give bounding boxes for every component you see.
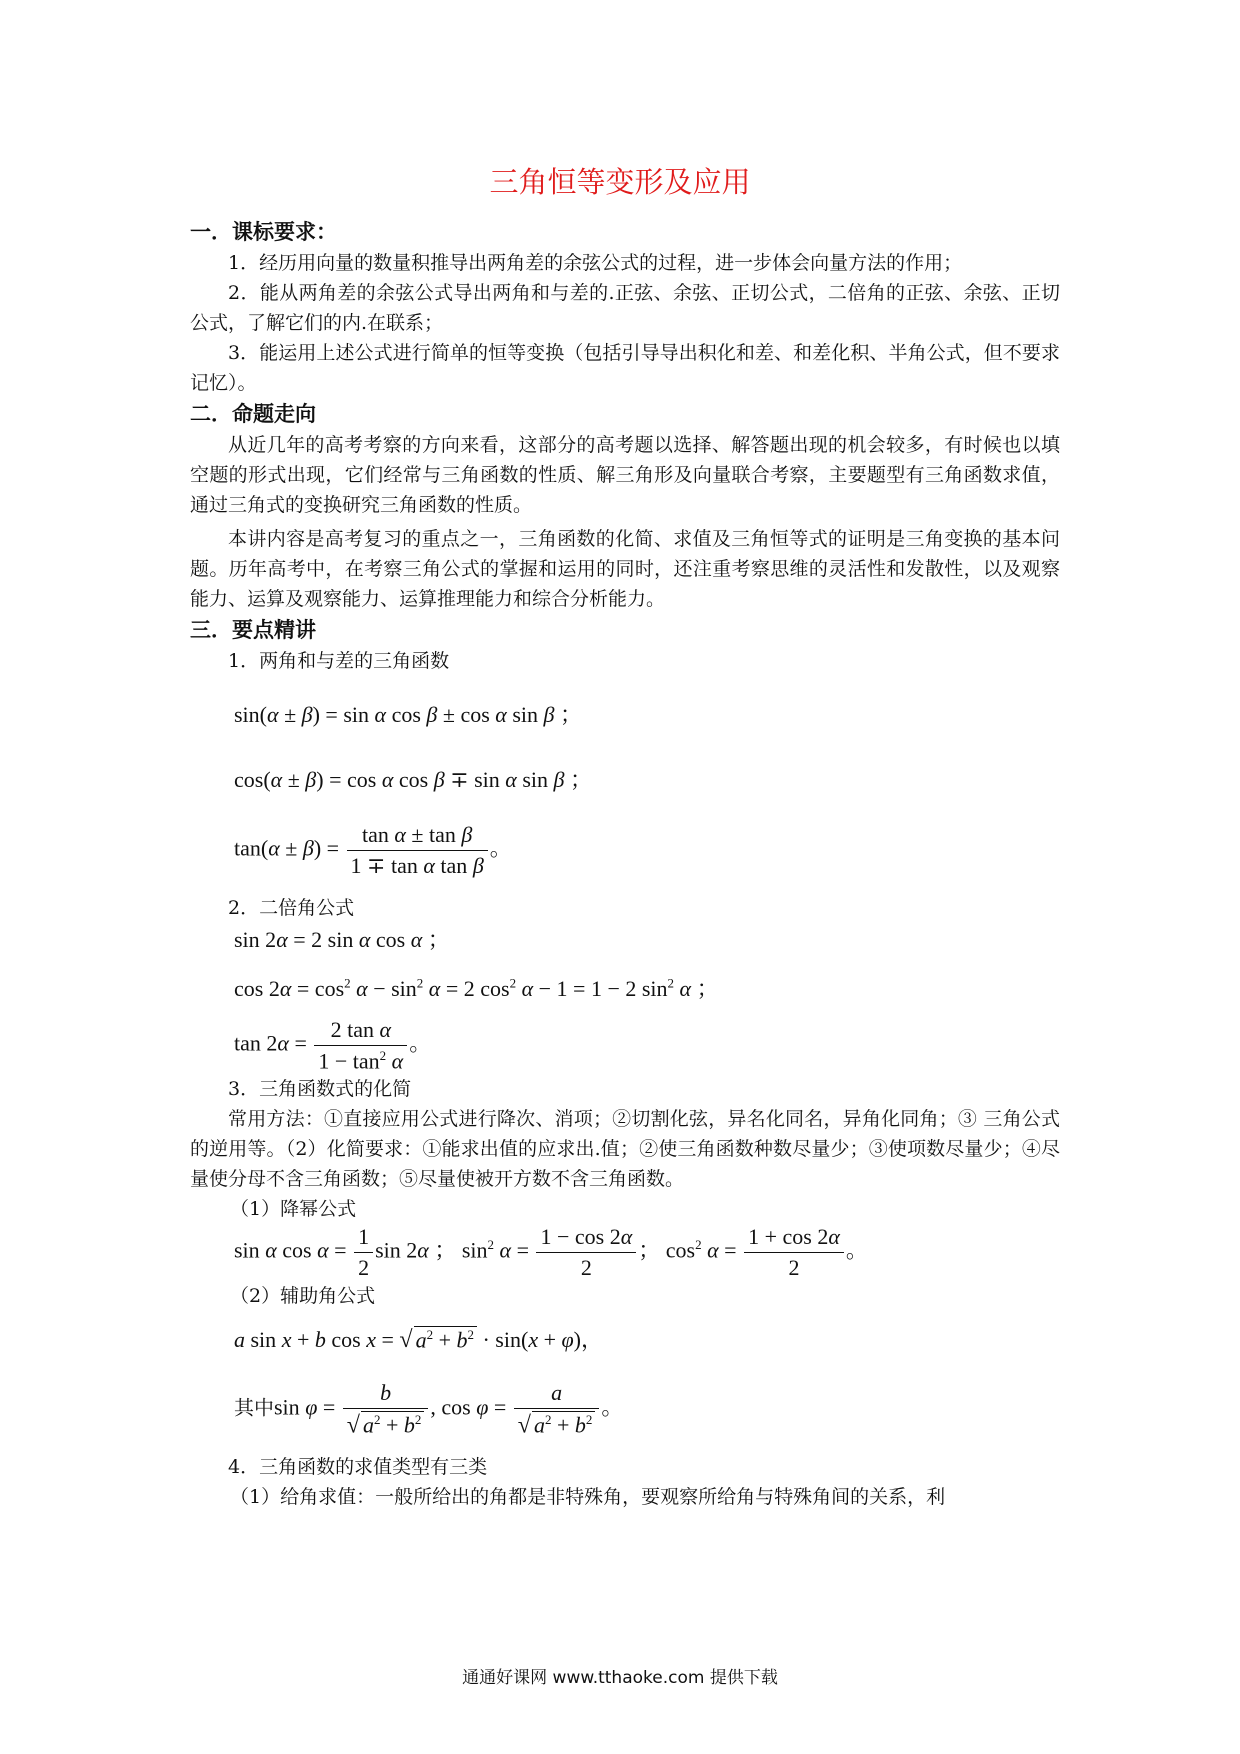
page-title: 三角恒等变形及应用	[489, 165, 751, 199]
sec2-para-2: 本讲内容是高考复习的重点之一，三角函数的化简、求值及三角恒等式的证明是三角变换的基本问题。历年高考中，在考察三角公式的掌握和运用的同时，还注重考察思维的灵活性和发散性，以及观察能力、运算及观察能力、运算推理能力和综合分析能力。	[190, 528, 1060, 610]
sec1-item-1: 1．经历用向量的数量积推导出两角差的余弦公式的过程，进一步体会向量方法的作用；	[228, 252, 963, 274]
where-label: 其中	[234, 1396, 274, 1421]
sub-1-title: （1）降幂公式	[230, 1198, 357, 1221]
formula-power-reduction: sin α cos α = $\frac{1}{2}$ sin 2α ； $\sin^2 \alpha$ = $\frac{1 - \cos 2\alpha}{2}$ ； $\cos^2 \alpha$ = $\frac{1 + \cos 2\alpha}{2}$ 。	[234, 1224, 868, 1281]
topic-4-text: （1）给角求值：一般所给出的角都是非特殊角，要观察所给角与特殊角间的关系，利	[230, 1485, 946, 1508]
section-1-heading: 一．课标要求：	[190, 220, 337, 244]
formula-sin-sum: sin(α ± β) = sin α cos β ± cos α sin β ；	[234, 702, 583, 727]
section-3-heading: 三．要点精讲	[190, 618, 316, 642]
sec1-item-3: 3．能运用上述公式进行简单的恒等变换（包括引导导出积化和差、和差化积、半角公式，但不要求记忆）。	[190, 342, 1060, 394]
formula-phi: 其中sin φ = $\frac{b}{√ a^2 + b^2}$ , cos φ = $\frac{a}{√ a^2 + b^2}$ 。	[234, 1380, 624, 1439]
section-2-heading: 二．命题走向	[190, 402, 316, 426]
formula-cos-sum: cos(α ± β) = cos α cos β ∓ sin α sin β ；	[234, 767, 593, 792]
topic-3-title: 3．三角函数式的化简	[228, 1078, 412, 1101]
sec1-item-2: 2．能从两角差的余弦公式导出两角和与差的.正弦、余弦、正切公式，二倍角的正弦、余弦、正切公式，了解它们的内.在联系；	[190, 282, 1060, 334]
formula-auxiliary-angle: a sin x + b cos x = √ $a^2 + b^2 \cdot \sin(x + \varphi)$，	[234, 1327, 603, 1354]
topic-3-text: 常用方法：①直接应用公式进行降次、消项；②切割化弦，异名化同名，异角化同角；③ 三角公式的逆用等。（2）化简要求：①能求出值的应求出.值；②使三角函数种数尽量少；③使项数尽量少；④尽量使分母不含三角函数；⑤尽量使被开方数不含三角函数。	[190, 1108, 1060, 1191]
sub-2-title: （2）辅助角公式	[230, 1285, 376, 1308]
formula-tan-sum: tan(α ± β) = $\frac{\text{tan α ± tan β}}{\text{1 ∓ tan α tan β}}$ 。	[234, 822, 512, 878]
topic-1-title: 1．两角和与差的三角函数	[228, 650, 450, 672]
page-footer: 通通好课网 www.tthaoke.com 提供下载	[462, 1668, 778, 1688]
formula-sin2a: sin 2α = 2 sin α cos α ；	[234, 927, 450, 952]
document-body	[190, 216, 1060, 1512]
topic-4-title: 4．三角函数的求值类型有三类	[228, 1455, 488, 1478]
topic-2-title: 2．二倍角公式	[228, 897, 355, 919]
formula-tan2a: tan 2α = $\frac{\text{2 tan α}}{1 - \tan^2 \alpha}$ 。	[234, 1017, 432, 1074]
formula-cos2a: $\cos 2\alpha = \cos^2 \alpha - \sin^2 \alpha = 2$ $\cos^2 \alpha - 1 = 1 - 2$ $\sin^2 \alpha$ ；	[234, 975, 719, 1001]
sec2-para-1: 从近几年的高考考察的方向来看，这部分的高考题以选择、解答题出现的机会较多，有时候也以填空题的形式出现，它们经常与三角函数的性质、解三角形及向量联合考察，主要题型有三角函数求值，通过三角式的变换研究三角函数的性质。	[190, 434, 1060, 516]
